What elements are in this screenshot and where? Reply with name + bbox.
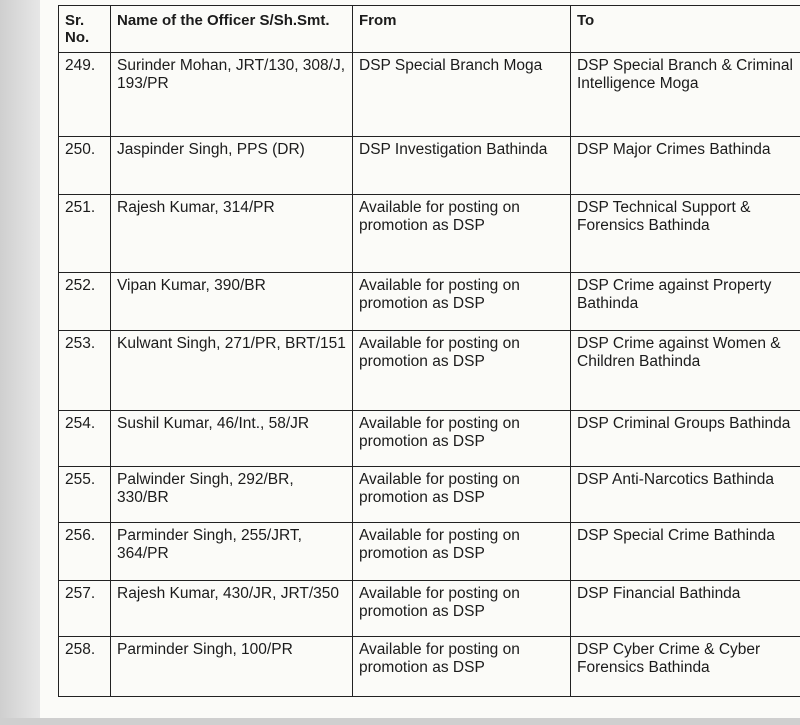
from-cell: Available for posting on promotion as DSP bbox=[353, 523, 571, 581]
header-sr-no: Sr. No. bbox=[59, 6, 111, 53]
sr-cell: 252. bbox=[59, 273, 111, 331]
sr-cell: 253. bbox=[59, 331, 111, 411]
header-officer-name: Name of the Officer S/Sh.Smt. bbox=[111, 6, 353, 53]
table-row bbox=[59, 273, 800, 331]
sr-cell: 256. bbox=[59, 523, 111, 581]
table-row bbox=[59, 53, 800, 137]
table-row bbox=[59, 637, 800, 697]
sr-cell: 249. bbox=[59, 53, 111, 137]
officer-name-cell: Sushil Kumar, 46/Int., 58/JR bbox=[111, 411, 353, 467]
to-cell: DSP Crime against Women & Children Bathinda bbox=[571, 331, 800, 411]
officer-name-cell: Jaspinder Singh, PPS (DR) bbox=[111, 137, 353, 195]
table-row bbox=[59, 523, 800, 581]
sr-cell: 254. bbox=[59, 411, 111, 467]
to-cell: DSP Criminal Groups Bathinda bbox=[571, 411, 800, 467]
to-cell: DSP Technical Support & Forensics Bathinda bbox=[571, 195, 800, 273]
sr-cell: 258. bbox=[59, 637, 111, 697]
to-cell: DSP Cyber Crime & Cyber Forensics Bathinda bbox=[571, 637, 800, 697]
sr-cell: 255. bbox=[59, 467, 111, 523]
to-cell: DSP Financial Bathinda bbox=[571, 581, 800, 637]
page-bottom-edge bbox=[0, 718, 800, 725]
from-cell: Available for posting on promotion as DSP bbox=[353, 273, 571, 331]
from-cell: Available for posting on promotion as DSP bbox=[353, 581, 571, 637]
officer-name-cell: Surinder Mohan, JRT/130, 308/J, 193/PR bbox=[111, 53, 353, 137]
sr-cell: 257. bbox=[59, 581, 111, 637]
posting-table bbox=[58, 5, 800, 697]
from-cell: Available for posting on promotion as DSP bbox=[353, 331, 571, 411]
to-cell: DSP Anti-Narcotics Bathinda bbox=[571, 467, 800, 523]
officer-name-cell: Parminder Singh, 100/PR bbox=[111, 637, 353, 697]
sr-cell: 251. bbox=[59, 195, 111, 273]
officer-name-cell: Parminder Singh, 255/JRT, 364/PR bbox=[111, 523, 353, 581]
to-cell: DSP Special Crime Bathinda bbox=[571, 523, 800, 581]
from-cell: Available for posting on promotion as DSP bbox=[353, 411, 571, 467]
header-from: From bbox=[353, 6, 571, 53]
table-row bbox=[59, 467, 800, 523]
to-cell: DSP Major Crimes Bathinda bbox=[571, 137, 800, 195]
table-row bbox=[59, 411, 800, 467]
from-cell: DSP Special Branch Moga bbox=[353, 53, 571, 137]
header-to: To bbox=[571, 6, 800, 53]
table-row bbox=[59, 331, 800, 411]
to-cell: DSP Special Branch & Criminal Intelligence Moga bbox=[571, 53, 800, 137]
officer-name-cell: Kulwant Singh, 271/PR, BRT/151 bbox=[111, 331, 353, 411]
officer-name-cell: Vipan Kumar, 390/BR bbox=[111, 273, 353, 331]
officer-name-cell: Palwinder Singh, 292/BR, 330/BR bbox=[111, 467, 353, 523]
sr-cell: 250. bbox=[59, 137, 111, 195]
to-cell: DSP Crime against Property Bathinda bbox=[571, 273, 800, 331]
from-cell: Available for posting on promotion as DSP bbox=[353, 195, 571, 273]
table-row bbox=[59, 581, 800, 637]
officer-name-cell: Rajesh Kumar, 430/JR, JRT/350 bbox=[111, 581, 353, 637]
table-row bbox=[59, 195, 800, 273]
from-cell: Available for posting on promotion as DSP bbox=[353, 467, 571, 523]
from-cell: Available for posting on promotion as DSP bbox=[353, 637, 571, 697]
table-row bbox=[59, 137, 800, 195]
table-header-row bbox=[59, 6, 800, 53]
from-cell: DSP Investigation Bathinda bbox=[353, 137, 571, 195]
officer-name-cell: Rajesh Kumar, 314/PR bbox=[111, 195, 353, 273]
